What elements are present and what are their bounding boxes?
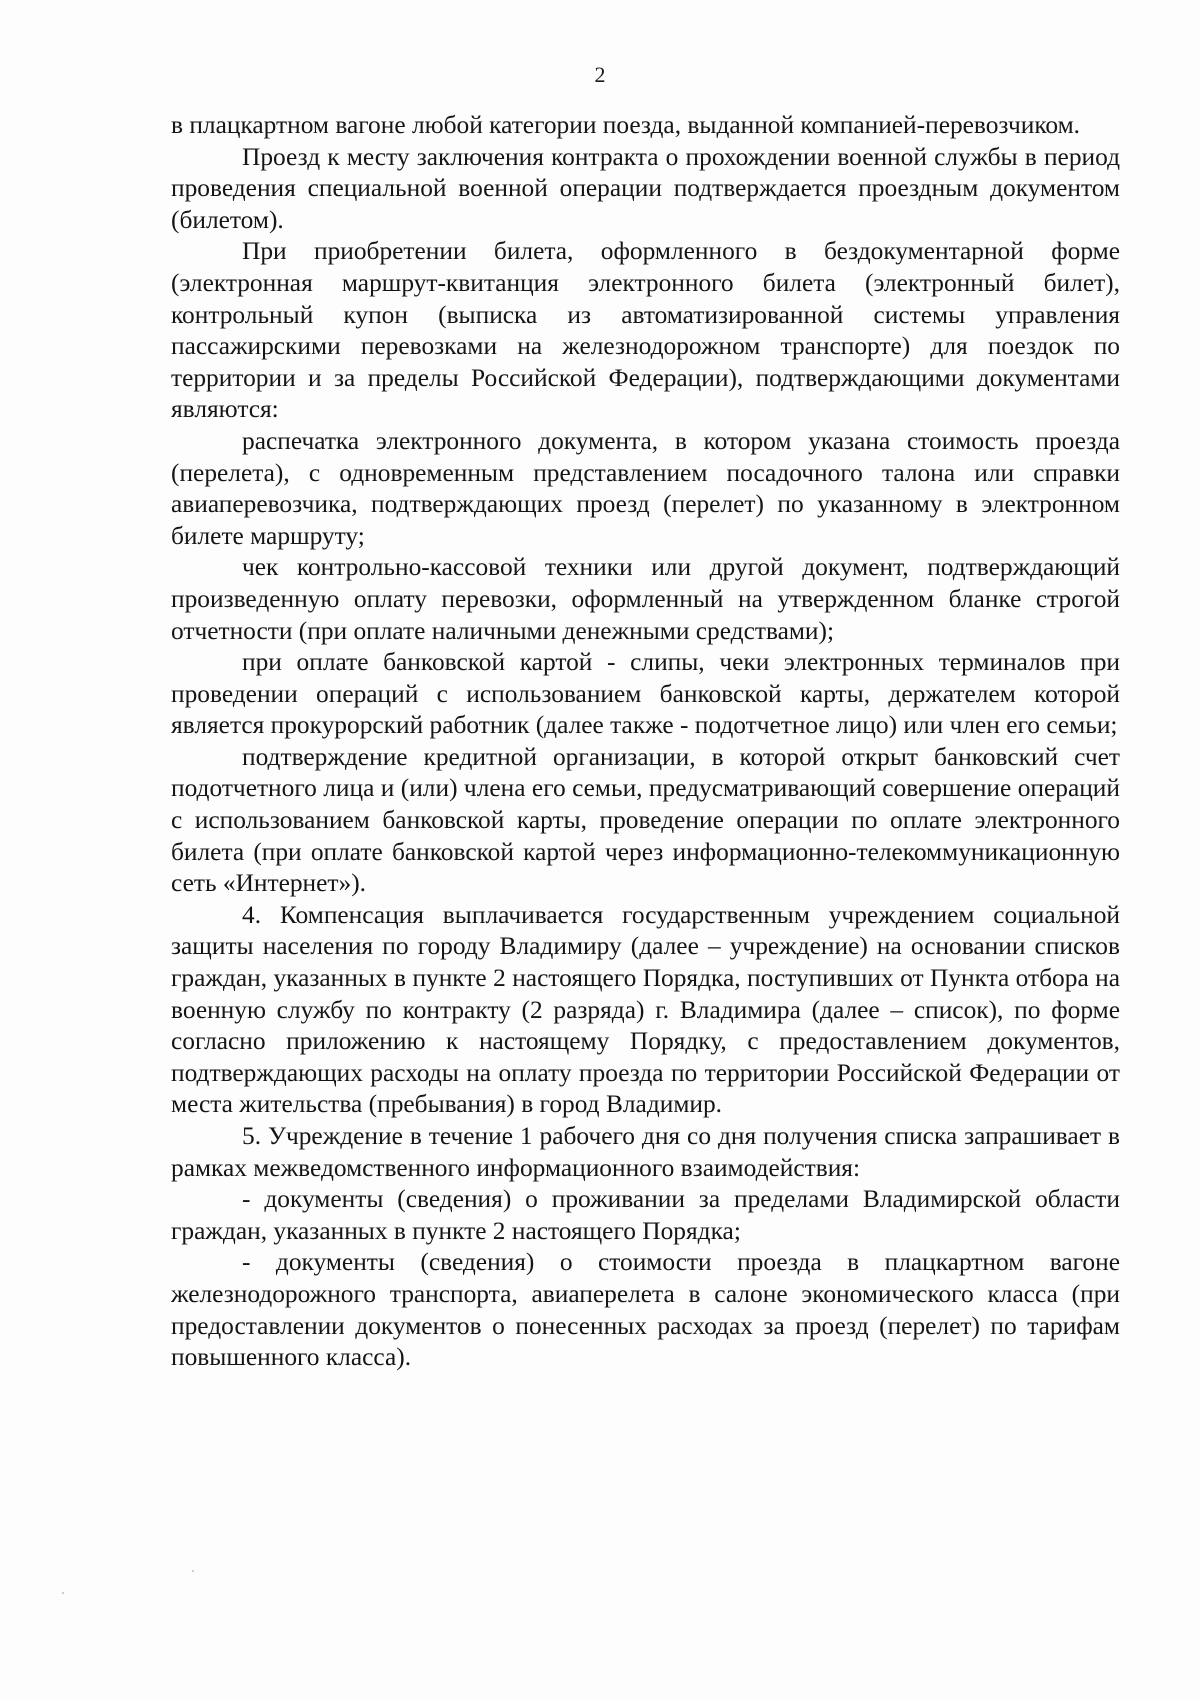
list-item-cost-documents: - документы (сведения) о стоимости проезда в плацкартном вагоне железнодорожного транспорта, авиаперелета в салоне экономического класса (при предоставлении документов о понесенных расходах за проезд (перелет) по тарифам повышенного класса). (171, 1248, 1120, 1372)
scan-speck (192, 1570, 194, 1572)
paragraph-item-4-compensation: 4. Компенсация выплачивается государственным учреждением социальной защиты населения по городу Владимиру (далее – учреждение) на основании списков граждан, указанных в пункте 2 настоящего Порядка, поступивших от Пункта отбора на военную службу по контракту (2 разряда) г. Владимира (далее – список), по форме согласно приложению к настоящему Порядку, с предоставлением документов, подтверждающих расходы на оплату проезда по территории Российской Федерации от места жительства (пребывания) в город Владимир. (171, 900, 1120, 1119)
page-number: 2 (594, 62, 606, 87)
paragraph-electronic-ticket: При приобретении билета, оформленного в бездокументарной форме (электронная маршрут-квитанция электронного билета (электронный билет), контрольный купон (выписка из автоматизированной системы управления пассажирскими перевозками на железнодорожном транспорте) для поездок по территории и за пределы Российской Федерации), подтверждающими документами являются: (171, 237, 1120, 424)
paragraph-cash-receipt: чек контрольно-кассовой техники или другой документ, подтверждающий произведенную оплату перевозки, оформленный на утвержденном бланке строгой отчетности (при оплате наличными денежными средствами); (171, 553, 1120, 645)
list-item-residence-documents: - документы (сведения) о проживании за пределами Владимирской области граждан, указанных в пункте 2 настоящего Порядка; (171, 1185, 1120, 1245)
paragraph-bank-confirmation: подтверждение кредитной организации, в которой открыт банковский счет подотчетного лица и (или) члена его семьи, предусматривающий совершение операций с использованием банковской карты, проведение операции по оплате электронного билета (при оплате банковской картой через информационно-телекоммуникационную сеть «Интернет»). (171, 742, 1120, 898)
document-body (171, 110, 1120, 1374)
paragraph-travel-confirmation: Проезд к месту заключения контракта о прохождении военной службы в период проведения специальной военной операции подтверждается проездным документом (билетом). (171, 142, 1120, 234)
paragraph-continuation: в плацкартном вагоне любой категории поезда, выданной компанией-перевозчиком. (171, 111, 1080, 139)
scan-speck (62, 1592, 64, 1594)
paragraph-printout: распечатка электронного документа, в котором указана стоимость проезда (перелета), с одновременным представлением посадочного талона или справки авиаперевозчика, подтверждающих проезд (перелет) по указанному в электронном билете маршруту; (171, 426, 1120, 550)
paragraph-bank-card: при оплате банковской картой - слипы, чеки электронных терминалов при проведении операций с использованием банковской карты, держателем которой является прокурорский работник (далее также - подотчетное лицо) или член его семьи; (171, 648, 1120, 740)
paragraph-item-5-request: 5. Учреждение в течение 1 рабочего дня со дня получения списка запрашивает в рамках межведомственного информационного взаимодействия: (171, 1122, 1120, 1182)
